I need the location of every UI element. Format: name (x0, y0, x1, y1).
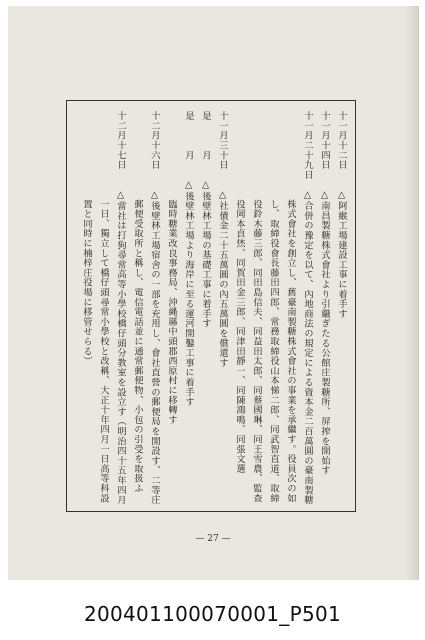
text-column: 是 月 △後壁林工場より海岸に至る運河開鑿工事に着手す (183, 111, 194, 407)
text-column: 株式會社を創立し、舊臺南製糖株式會社の事業を承繼す。役員次の如 (285, 111, 296, 503)
book-page (8, 6, 419, 580)
text-column: 是 月 △後壁林工場の基礎工事に着手す (200, 111, 211, 329)
text-column: 一日、獨立して橋仔頭尋常小學校と改稱、大正十年四月一日高等科設 (98, 111, 109, 503)
image-caption: 200401100070001_P501 (83, 602, 342, 626)
text-column: 十二月十七日 △當社は打狗尋常高等小學校橋仔頭分教室を設立す（明治四十五年四月 (115, 111, 126, 505)
text-column: 十一月十四日 △南昌製糖株式會社より引繼ぎたる公館庄製糖所、屏搾を開始す (319, 111, 330, 476)
text-column: 役鈴木藤三郎、同田島信夫、同益田太郎、同蔡國琳、同王雪農、監查 (251, 111, 262, 503)
page-edge-shadow (404, 6, 418, 580)
text-column: 臨時糖業改良事務局、沖縄縣中頭郡西原村に移轉す (166, 111, 177, 425)
text-frame (66, 100, 356, 512)
text-column: 郵便受取所と稱し、電信電話並に通常郵便物、小包の引受を取扱ふ (132, 111, 143, 494)
text-column: し、取締役會長藤田四郎、常務取締役山本悌二郎、同武智直道、取締 (268, 111, 279, 503)
text-column: 十一月二十九日 △合併の豫定を以て、內地商法の規定による資本金二百萬圓の臺南製糖 (302, 111, 313, 505)
text-column: 十二月十六日 △後壁林工場宿舍の一部を充用し、會社直營の郵便局を開設す、二等庄 (149, 111, 160, 505)
page-number: — 27 — (195, 534, 231, 544)
text-column: 十一月三十日 △社債金二十五萬圓の內五萬圓を償還す (217, 111, 228, 368)
text-column: 十一月十二日 △阿緱工場建設工事に着手す (336, 111, 347, 319)
text-column: 役岡本貞烋、同賀田金三郎、同津田靜一、同陳鴻鳴、同張文選 (234, 111, 245, 474)
text-column: 置と同時に楠梓庄役場に移管せらる） (81, 111, 92, 366)
